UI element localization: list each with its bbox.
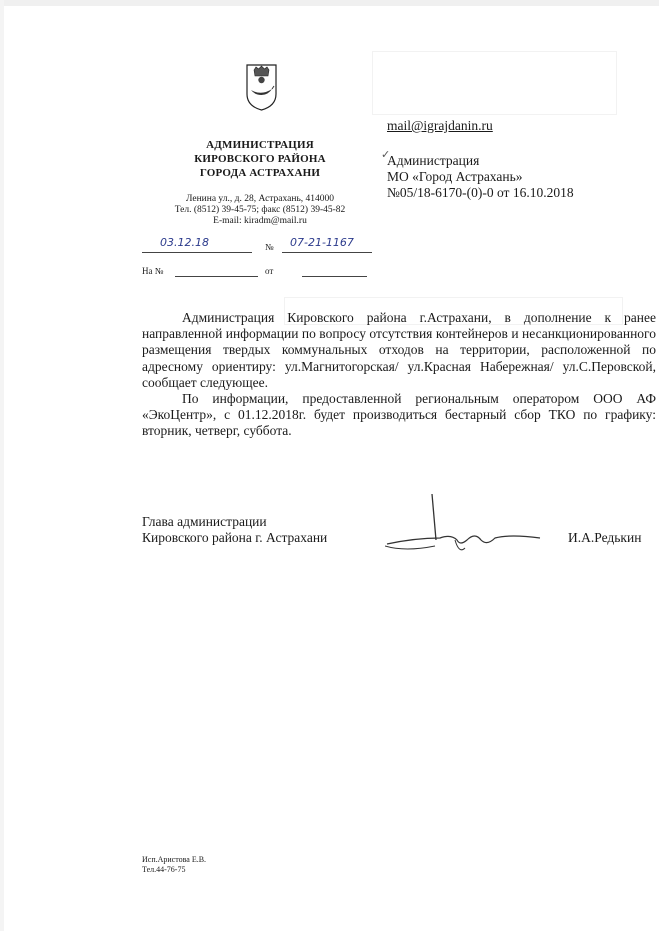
body-paragraph-1: Администрация Кировского района г.Астрахани, в дополнение к ранее направленной информации по вопросу отсутствия контейнеров и несанкционированного размещения твердых коммунальных отходов на территории, расположенной по адресному ориентиру: ул.Магнитогорская/ ул.Красная Набережная/ ул.С.Перовской, сообщает следующее. [142, 310, 656, 390]
org-name [170, 138, 350, 180]
signatory-title [142, 514, 327, 546]
signatory-name: И.А.Редькин [568, 530, 642, 545]
executor-name: Исп.Аристова Е.В. [142, 855, 207, 864]
body-paragraph-2: По информации, предоставленной региональным оператором ООО АФ «ЭкоЦентр», с 01.12.2018г. будет производиться бестарный сбор ТКО по графику: вторник, четверг, суббота. [142, 391, 656, 439]
executor-info [142, 855, 206, 875]
page-edge-left [0, 0, 4, 931]
recipient-line1: Администрация [387, 153, 480, 168]
coat-of-arms-icon [244, 62, 279, 112]
handwritten-signature [385, 488, 545, 558]
org-email: E-mail: kiradm@mail.ru [213, 216, 307, 226]
reference-number-line [175, 276, 258, 277]
letter-body [142, 310, 656, 440]
org-contacts [140, 194, 380, 227]
org-phone: Тел. (8512) 39-45-75; факс (8512) 39-45-82 [174, 205, 346, 215]
redacted-block-recipient [373, 52, 616, 114]
recipient-line3: №05/18-6170-(0)-0 от 16.10.2018 [387, 185, 574, 200]
recipient-block [381, 118, 574, 201]
number-underline [282, 252, 372, 253]
executor-phone: Тел.44-76-75 [142, 865, 186, 874]
recipient-line2: МО «Город Астрахань» [387, 169, 523, 184]
reference-from-label: от [265, 266, 274, 276]
signatory-title-line1: Глава администрации [142, 514, 267, 529]
recipient-email-link[interactable]: mail@igrajdanin.ru [387, 118, 493, 133]
checkmark-icon: ✓ [381, 149, 391, 161]
reference-date-line [302, 276, 367, 277]
outgoing-number: 07-21-1167 [290, 236, 354, 249]
org-name-line3: ГОРОДА АСТРАХАНИ [199, 167, 321, 179]
outgoing-date: 03.12.18 [160, 236, 209, 249]
date-underline [142, 252, 252, 253]
reference-label: На № [142, 266, 164, 276]
org-name-line1: АДМИНИСТРАЦИЯ [206, 139, 314, 151]
org-address: Ленина ул., д. 28, Астрахань, 414000 [185, 194, 335, 204]
org-name-line2: КИРОВСКОГО РАЙОНА [194, 153, 326, 165]
number-label: № [265, 242, 274, 252]
page-edge-top [0, 0, 659, 6]
signatory-title-line2: Кировского района г. Астрахани [142, 530, 328, 545]
